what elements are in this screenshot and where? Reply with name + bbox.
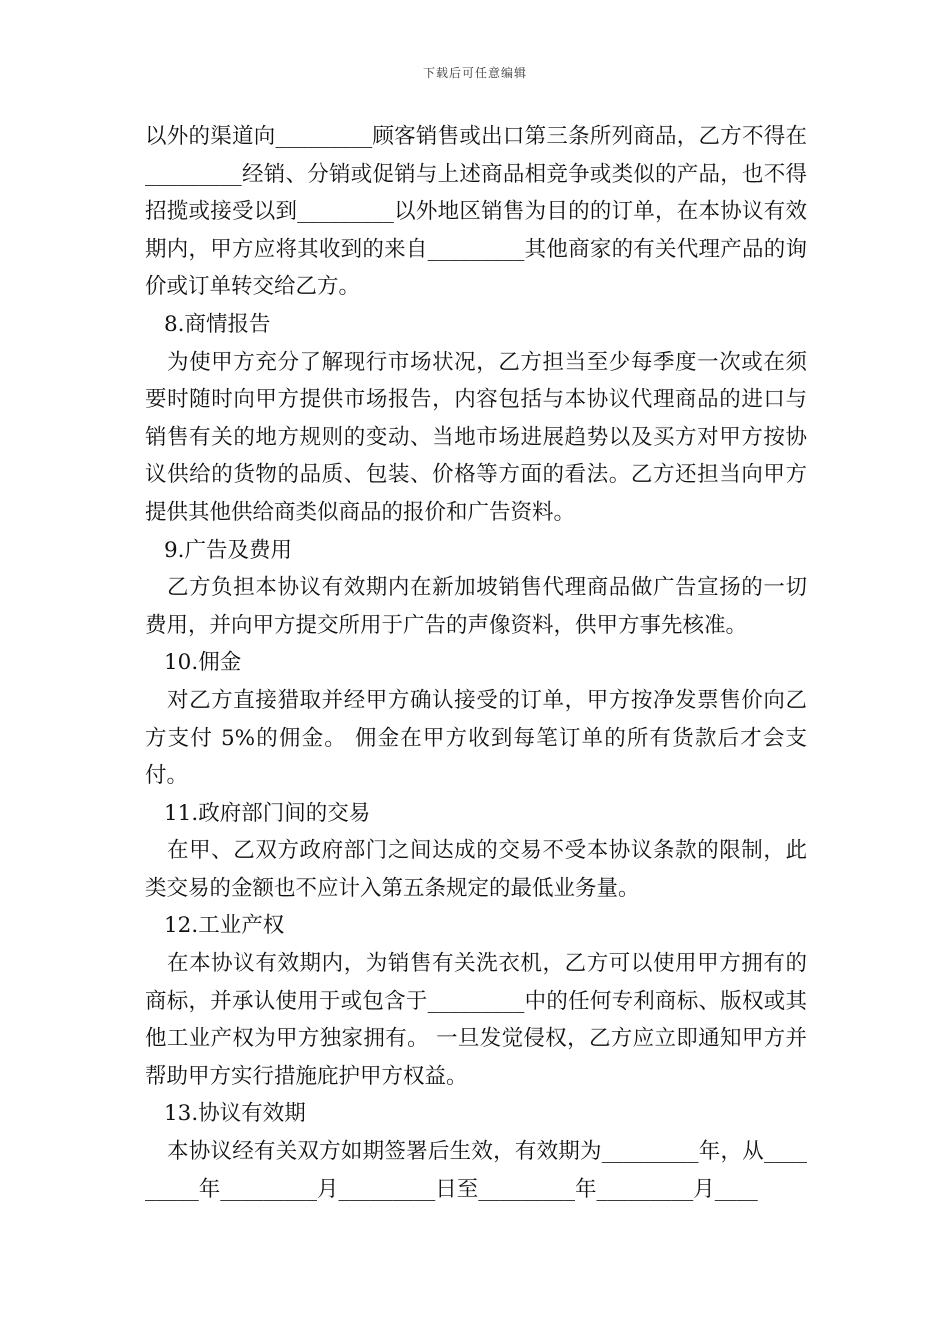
- page-header: 下载后可任意编辑: [422, 66, 527, 80]
- paragraph-11: 在甲、乙双方政府部门之间达成的交易不受本协议条款的限制，此类交易的金额也不应计入第五条规定的最低业务量。: [145, 838, 807, 901]
- paragraph-7-continuation: 以外的渠道向_________顾客销售或出口第三条所列商品，乙方不得在_________经销、分销或促销与上述商品相竞争或类似的产品，也不得招揽或接受以到_________以外地区销售为目的的订单，在本协议有效期内，甲方应将其收到的来自_________其他商家的有关代理产品的询价或订单转交给乙方。: [145, 124, 807, 300]
- paragraph-13: 本协议经有关双方如期签署后生效，有效期为_________年，从_________年_________月_________日至_________年_________月____: [145, 1139, 807, 1202]
- section-heading-13: 13.协议有效期: [164, 1101, 306, 1127]
- section-heading-12: 12.工业产权: [164, 913, 285, 939]
- section-heading-8: 8.商情报告: [164, 311, 271, 337]
- section-heading-9: 9.广告及费用: [164, 537, 293, 563]
- paragraph-12: 在本协议有效期内，为销售有关洗衣机，乙方可以使用甲方拥有的商标，并承认使用于或包含于_________中的任何专利商标、版权或其他工业产权为甲方独家拥有。 一旦发觉侵权，乙方应立即通知甲方并帮助甲方实行措施庇护甲方权益。: [145, 951, 807, 1089]
- document-body: [145, 118, 807, 1208]
- paragraph-9: 乙方负担本协议有效期内在新加坡销售代理商品做广告宣扬的一切费用，并向甲方提交所用于广告的声像资料，供甲方事先核准。: [145, 575, 807, 638]
- section-heading-10: 10.佣金: [164, 650, 242, 676]
- paragraph-10: 对乙方直接猎取并经甲方确认接受的订单，甲方按净发票售价向乙方支付 5%的佣金。 佣金在甲方收到每笔订单的所有货款后才会支付。: [145, 687, 807, 789]
- section-heading-11: 11.政府部门间的交易: [164, 800, 371, 826]
- paragraph-8: 为使甲方充分了解现行市场状况，乙方担当至少每季度一次或在须要时随时向甲方提供市场报告，内容包括与本协议代理商品的进口与销售有关的地方规则的变动、当地市场进展趋势以及买方对甲方按协议供给的货物的品质、包装、价格等方面的看法。乙方还担当向甲方提供其他供给商类似商品的报价和广告资料。: [145, 349, 807, 525]
